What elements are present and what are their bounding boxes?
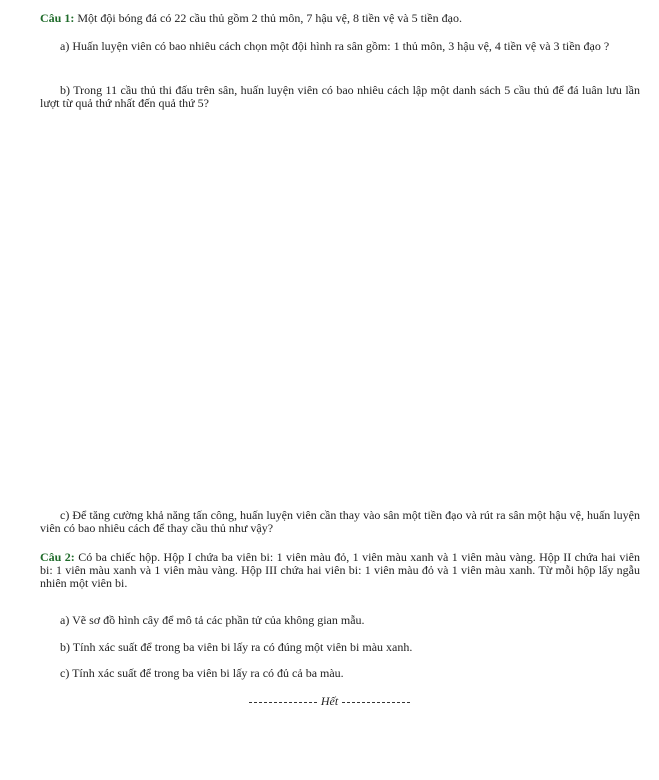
right-dashes: [342, 702, 410, 703]
left-dashes: [249, 702, 317, 703]
question-2-part-a-text: a) Vẽ sơ đồ hình cây để mô tả các phần tử của không gian mẫu.: [60, 613, 365, 627]
question-1-stem-text: Một đội bóng đá có 22 cầu thủ gồm 2 thủ môn, 7 hậu vệ, 8 tiền vệ và 5 tiền đạo.: [74, 11, 462, 25]
end-marker: [0, 694, 659, 709]
question-2-part-c-text: c) Tính xác suất để trong ba viên bi lấy ra có đủ cả ba màu.: [60, 666, 344, 680]
question-1-part-a: [40, 40, 640, 53]
question-2-part-b: [40, 641, 640, 654]
question-1-label: Câu 1:: [40, 11, 75, 25]
question-1-part-b: [40, 84, 640, 110]
question-1-part-a-text: a) Huấn luyện viên có bao nhiêu cách chọn một đội hình ra sân gồm: 1 thủ môn, 3 hậu vệ, 4 tiền vệ và 3 tiền đạo ?: [60, 39, 610, 53]
question-2-part-b-text: b) Tính xác suất để trong ba viên bi lấy ra có đúng một viên bi màu xanh.: [60, 640, 413, 654]
question-2-part-a: [40, 614, 640, 627]
question-1-part-c: [40, 509, 640, 535]
question-2-part-c: [40, 667, 640, 680]
question-1-stem: [40, 12, 640, 25]
question-1-part-b-text: b) Trong 11 cầu thủ thi đấu trên sân, huấn luyện viên có bao nhiêu cách lập một danh sách 5 cầu thủ để đá luân lưu lần lượt từ quả thứ nhất đến quả thứ 5?: [40, 83, 640, 110]
question-1-part-c-text: c) Để tăng cường khả năng tấn công, huấn luyện viên cần thay vào sân một tiền đạo và rút ra sân một hậu vệ, huấn luyện viên có bao nhiêu cách để thay cầu thủ như vậy?: [40, 508, 640, 535]
end-text: Hết: [320, 694, 339, 708]
question-2-label: Câu 2:: [40, 550, 75, 564]
question-2-stem-text: Có ba chiếc hộp. Hộp I chứa ba viên bi: 1 viên màu đỏ, 1 viên màu xanh và 1 viên màu vàng. Hộp II chứa hai viên bi: 1 viên màu xanh và 1 viên màu vàng. Hộp III chứa hai viên bi: 1 viên màu đỏ và 1 viên màu xanh. Từ mỗi hộp lấy ngẫu nhiên một viên bi.: [40, 550, 640, 590]
question-2-stem: [40, 551, 640, 590]
